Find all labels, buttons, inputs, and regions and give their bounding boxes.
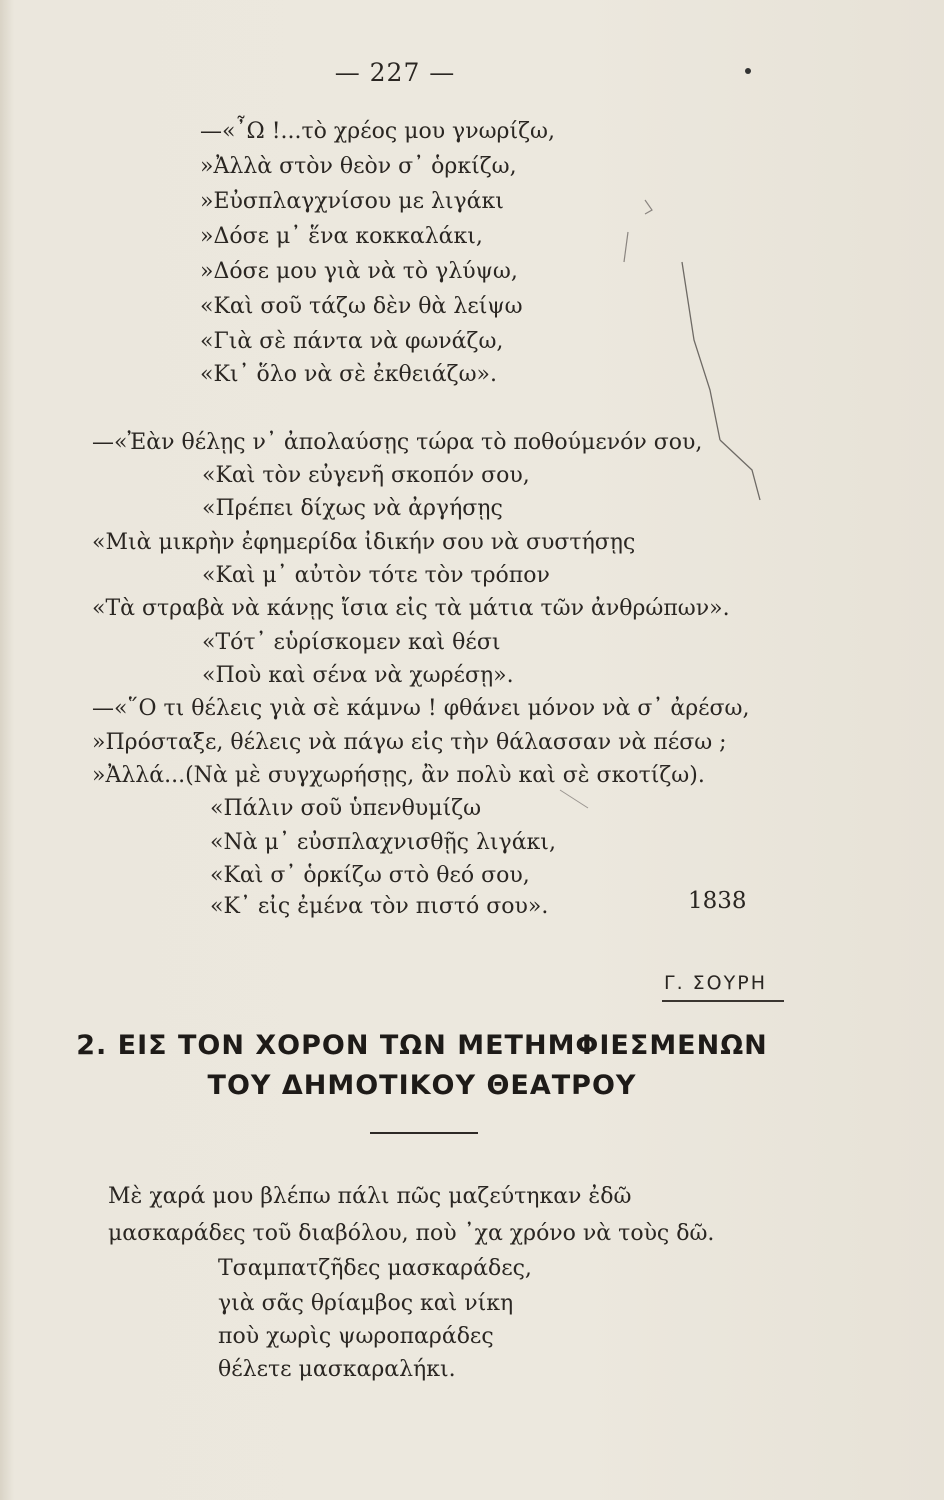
poem-line: —«῞Ο τι θέλεις γιὰ σὲ κάμνω ! φθάνει μόνον νὰ σ᾿ ἀρέσω, (92, 696, 750, 721)
poem-line: »Δόσε μου γιὰ νὰ τὸ γλύψω, (200, 259, 518, 284)
poem-line: «Μιὰ μικρὴν ἐφημερίδα ἰδικήν σου νὰ συστήσῃς (92, 530, 636, 555)
author-underline (662, 1000, 784, 1002)
poem-line: »Ἀλλά...(Νὰ μὲ συγχωρήσῃς, ἂν πολὺ καὶ σὲ σκοτίζω). (92, 763, 705, 788)
poem-line: «Καὶ σοῦ τάζω δὲν θὰ λείψω (200, 294, 523, 319)
poem-line: »Πρόσταξε, θέλεις νὰ πάγω εἰς τὴν θάλασσαν νὰ πέσω ; (92, 730, 727, 755)
poem-line: «Καὶ μ᾿ αὐτὸν τότε τὸν τρόπον (202, 563, 550, 588)
poem-line: «Τὰ στραβὰ νὰ κάνῃς ἴσια εἰς τὰ μάτια τῶν ἀνθρώπων». (92, 596, 730, 621)
poem-line: «Γιὰ σὲ πάντα νὰ φωνάζω, (200, 329, 504, 354)
poem-line: »Εὐσπλαγχνίσου με λιγάκι (200, 189, 504, 214)
poem-line: «Τότ᾿ εὑρίσκομεν καὶ θέσι (202, 630, 501, 655)
poem-line: —«῏Ω !...τὸ χρέος μου γνωρίζω, (200, 119, 555, 144)
page-number: — 227 — (334, 58, 456, 87)
poem-line: «Καὶ τὸν εὐγενῆ σκοπόν σου, (202, 463, 530, 488)
poem-line: »Δόσε μ᾿ ἕνα κοκκαλάκι, (200, 224, 483, 249)
poem-line: «Ποὺ καὶ σένα νὰ χωρέσῃ». (202, 663, 514, 688)
poem-line: «Πάλιν σοῦ ὑπενθυμίζω (210, 796, 482, 821)
poem-line: Μὲ χαρά μου βλέπω πάλι πῶς μαζεύτηκαν ἐδῶ (108, 1184, 632, 1209)
poem-line: «Πρέπει δίχως νὰ ἀργήσῃς (202, 496, 503, 521)
author-signature: Γ. ΣΟΥΡΗ (664, 972, 767, 994)
poem-line: «Καὶ σ᾿ ὁρκίζω στὸ θεό σου, (210, 863, 530, 888)
poem-line: θέλετε μασκαραλήκι. (218, 1357, 456, 1382)
section-title-line-1: 2. ΕΙΣ ΤΟΝ ΧΟΡΟΝ ΤΩΝ ΜΕΤΗΜΦΙΕΣΜΕΝΩΝ (76, 1030, 768, 1061)
poem-line: γιὰ σᾶς θρίαμβος καὶ νίκη (218, 1291, 514, 1316)
poem-line: »Ἀλλὰ στὸν θεὸν σ᾿ ὁρκίζω, (200, 154, 517, 179)
poem-line: «Νὰ μ᾿ εὐσπλαχνισθῇς λιγάκι, (210, 830, 556, 855)
poem-line: μασκαράδες τοῦ διαβόλου, ποὺ ᾿χα χρόνο νὰ τοὺς δῶ. (108, 1221, 715, 1246)
poem-line: «Κι᾿ ὅλο νὰ σὲ ἐκθειάζω». (200, 362, 497, 387)
section-title-line-2: ΤΟΥ ΔΗΜΟΤΙΚΟΥ ΘΕΑΤΡΟΥ (207, 1070, 637, 1101)
poem-line: Τσαμπατζῆδες μασκαράδες, (218, 1256, 532, 1281)
poem-line: «Κ᾿ εἰς ἐμένα τὸν πιστό σου». (210, 894, 549, 919)
poem-line: ποὺ χωρὶς ψωροπαράδες (218, 1324, 494, 1349)
ink-dot (745, 68, 751, 74)
poem-line: —«Ἐὰν θέλῃς ν᾿ ἀπολαύσῃς τώρα τὸ ποθούμενόν σου, (92, 430, 703, 455)
section-divider (370, 1132, 478, 1134)
poem-year: 1838 (688, 888, 747, 914)
